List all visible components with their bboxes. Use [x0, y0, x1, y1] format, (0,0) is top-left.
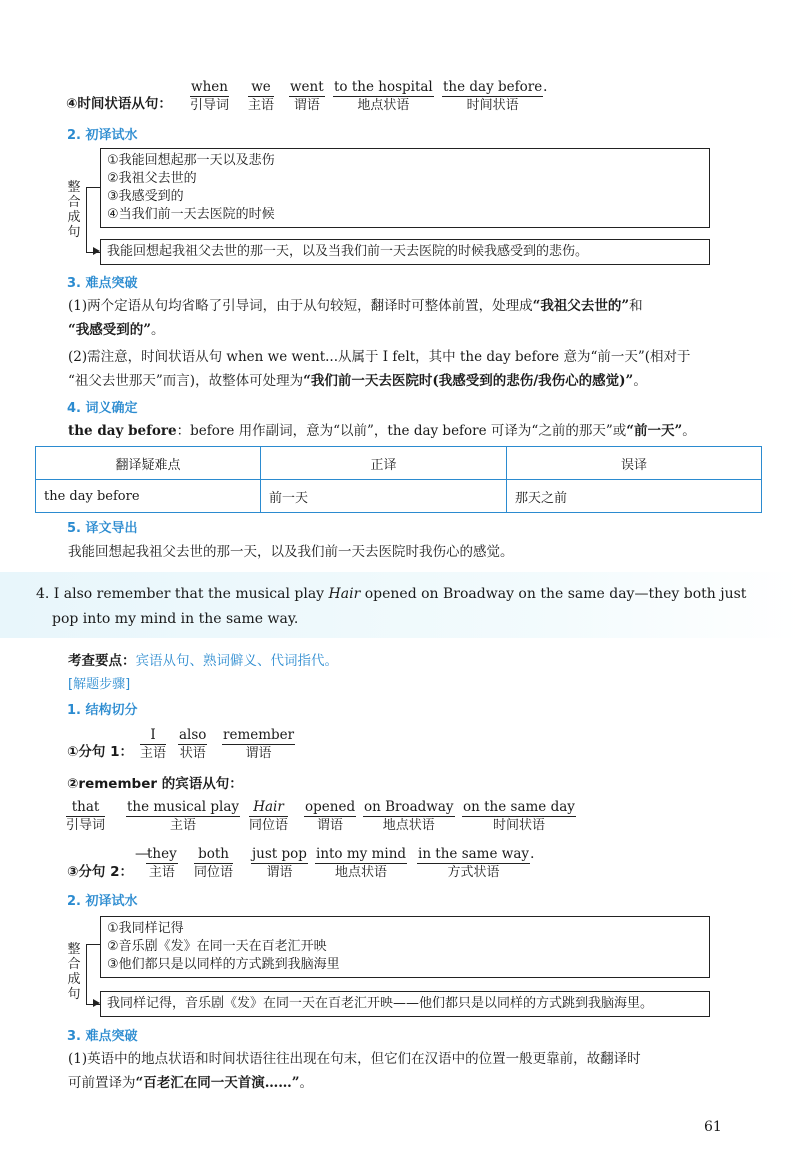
segment: also 状语	[179, 727, 207, 761]
section-heading-word: 4. 词义确定	[67, 401, 138, 416]
segment: remember 谓语	[223, 727, 295, 761]
segment: the day before 时间状语	[443, 79, 543, 113]
segment: on Broadway 地点状语	[364, 799, 454, 833]
segment: went 谓语	[290, 79, 324, 113]
arrow-right-icon	[93, 999, 100, 1007]
fragment-line: ①我能回想起那一天以及悲伤	[107, 153, 275, 168]
arrow-right-icon	[93, 247, 100, 255]
paragraph: “我感受到的”。	[68, 322, 165, 338]
section-heading-difficulty: 3. 难点突破	[67, 1029, 138, 1044]
section-heading-structure: 1. 结构切分	[67, 703, 138, 718]
table-header: 误译	[507, 447, 762, 480]
page-number: 61	[704, 1119, 722, 1135]
segment: when 引导词	[190, 79, 230, 113]
fragment-line: ④当我们前一天去医院的时候	[107, 207, 275, 222]
fragment-line: ①我同样记得	[107, 921, 184, 936]
table-cell: the day before	[36, 480, 261, 513]
fragment-line: ③我感受到的	[107, 189, 184, 204]
segment: that 引导词	[66, 799, 106, 833]
segment: I 主语	[140, 727, 167, 761]
translation-table	[35, 446, 762, 513]
section-heading-difficulty: 3. 难点突破	[67, 276, 138, 291]
exam-points: 考查要点：宾语从句、熟词僻义、代词指代。	[68, 653, 338, 669]
paragraph: “祖父去世那天”而言)，故整体可处理为“我们前一天去医院时(我感受到的悲伤/我伤心的感觉)”。	[68, 373, 647, 389]
fragment-line: ②音乐剧《发》在同一天在百老汇开映	[107, 939, 327, 954]
segment: both 同位语	[194, 846, 234, 880]
table-cell: 那天之前	[507, 480, 762, 513]
word-definition: the day before：before 用作副词，意为“以前”，the day before 可译为“之前的那天”或“前一天”。	[68, 423, 696, 439]
fragment-line: ②我祖父去世的	[107, 171, 197, 186]
draft-fragments-box	[100, 148, 710, 228]
segment: they 主语	[147, 846, 177, 880]
combine-arrow	[86, 944, 100, 1005]
combine-label: 整 合 成 句	[67, 942, 81, 1002]
segment: the musical play 主语	[127, 799, 239, 833]
combine-arrow	[86, 187, 100, 253]
dash: —	[135, 846, 149, 862]
combine-label: 整 合 成 句	[67, 180, 81, 240]
segment: opened 谓语	[305, 799, 356, 833]
question-text: pop into my mind in the same way.	[52, 611, 299, 627]
section-heading-output: 5. 译文导出	[67, 521, 138, 536]
final-translation: 我能回想起我祖父去世的那一天，以及我们前一天去医院时我伤心的感觉。	[68, 544, 514, 560]
paragraph: 可前置译为“百老汇在同一天首演……”。	[68, 1075, 314, 1091]
paragraph: (1)英语中的地点状语和时间状语往往出现在句末，但它们在汉语中的位置一般更靠前，故翻译时	[68, 1051, 641, 1067]
table-header: 翻译疑难点	[36, 447, 261, 480]
table-row	[36, 480, 762, 513]
table-cell: 前一天	[261, 480, 507, 513]
draft-fragments-box	[100, 916, 710, 978]
segment: on the same day 时间状语	[463, 799, 575, 833]
segment: into my mind 地点状语	[316, 846, 407, 880]
segment: to the hospital 地点状语	[334, 79, 433, 113]
clause-label: ①分句 1：	[67, 744, 134, 760]
combined-sentence-box: 我能回想起我祖父去世的那一天，以及当我们前一天去医院的时候我感受到的悲伤。	[100, 239, 710, 265]
steps-tag: [解题步骤]	[68, 677, 131, 692]
segment: Hair 同位语	[249, 799, 289, 833]
section-heading-trial: 2. 初译试水	[67, 894, 138, 909]
period: .	[530, 846, 535, 862]
fragment-line: ③他们都只是以同样的方式跳到我脑海里	[107, 957, 340, 972]
segment: in the same way 方式状语	[418, 846, 529, 880]
paragraph: (2)需注意，时间状语从句 when we went...从属于 I felt，其中 the day before 意为“前一天”(相对于	[68, 349, 691, 365]
period: .	[543, 79, 548, 95]
time-clause-label: ④时间状语从句：	[66, 96, 172, 112]
section-heading-trial: 2. 初译试水	[67, 128, 138, 143]
segment: just pop 谓语	[252, 846, 307, 880]
question-text: 4. I also remember that the musical play Hair opened on Broadway on the same day—they both just	[36, 586, 747, 602]
paragraph: (1)两个定语从句均省略了引导词，由于从句较短，翻译时可整体前置，处理成“我祖父去世的”和	[68, 298, 643, 314]
segment: we 主语	[248, 79, 275, 113]
clause-label: ③分句 2：	[67, 864, 134, 880]
combined-sentence-box: 我同样记得，音乐剧《发》在同一天在百老汇开映——他们都只是以同样的方式跳到我脑海里。	[100, 991, 710, 1017]
table-header: 正译	[261, 447, 507, 480]
object-clause-label: ②remember 的宾语从句：	[67, 776, 243, 792]
